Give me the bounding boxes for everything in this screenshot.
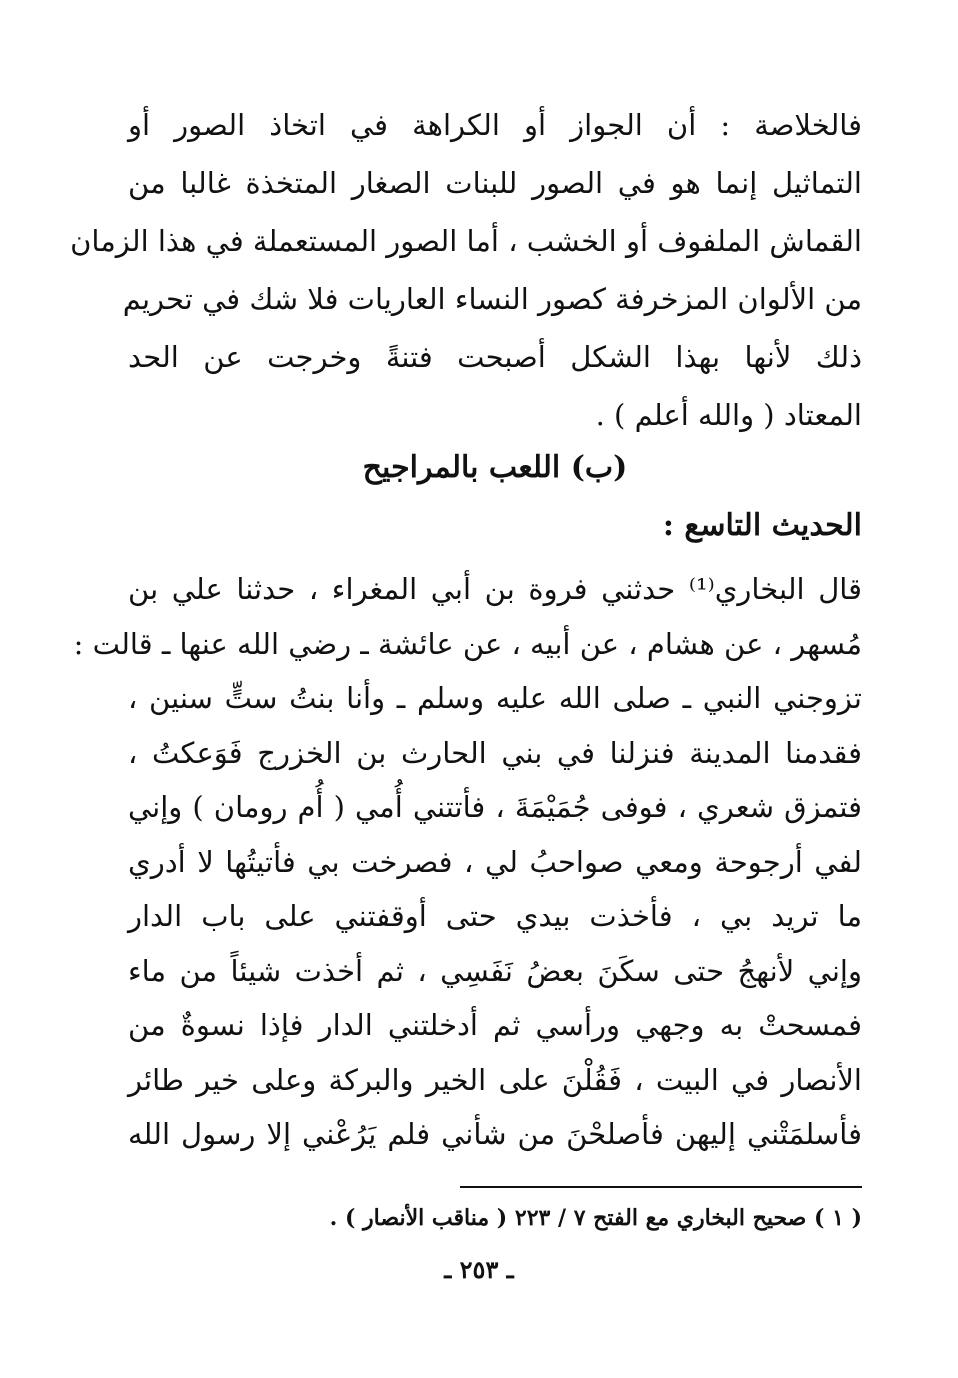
paragraph-line: فمسحتْ به وجهي ورأسي ثم أدخلتني الدار فإذا نسوةٌ من — [128, 1008, 862, 1042]
paragraph-line: فتمزق شعري ، فوفى جُمَيْمَةَ ، فأتتني أُمي ( أُم رومان ) وإني — [128, 790, 862, 824]
paragraph-line: وإني لأنهجُ حتى سكَنَ بعضُ نَفَسِي ، ثم أخذت شيئاً من ماء — [128, 953, 862, 988]
paragraph-line: الأنصار في البيت ، فَقُلْنَ على الخير والبركة وعلى خير طائر — [128, 1062, 862, 1097]
paragraph-line: التماثيل إنما هو في الصور للبنات الصغار المتخذة غالبا من — [128, 166, 862, 200]
paragraph-line: مُسهر ، عن هشام ، عن أبيه ، عن عائشة ـ رضي الله عنها ـ قالت : — [73, 626, 862, 661]
section-heading: (ب) اللعب بالمراجيح — [362, 450, 628, 485]
paragraph-line: ذلك لأنها بهذا الشكل أصبحت فتنةً وخرجت عن الحد — [128, 340, 862, 374]
paragraph-line: فقدمنا المدينة فنزلنا في بني الحارث بن الخزرج فَوَعكتُ ، — [128, 735, 862, 770]
paragraph-line: من الألوان المزخرفة كصور النساء العاريات فلا شك في تحريم — [122, 282, 862, 316]
footnote: ( ١ ) صحيح البخاري مع الفتح ٧ / ٢٢٣ ( مناقب الأنصار ) . — [329, 1205, 862, 1231]
paragraph-line: فأسلمَتْني إليهن فأصلحْنَ من شأني فلم يَرُعْني إلا رسول الله — [128, 1117, 862, 1151]
summary-paragraph — [70, 96, 862, 444]
hadith-paragraph — [73, 562, 862, 1162]
page-number: ـ ٢٥٣ ـ — [444, 1255, 514, 1284]
paragraph-line: المعتاد ( والله أعلم ) . — [595, 398, 862, 432]
paragraph-line: ما تريد بي ، فأخذت بيدي حتى أوقفتني على باب الدار — [128, 899, 862, 933]
paragraph-line: لفي أرجوحة ومعي صواحبُ لي ، فصرخت بي فأتيتُها لا أدري — [128, 844, 862, 879]
paragraph-line: قال البخاري⁽¹⁾ حدثني فروة بن أبي المغراء ، حدثنا علي بن — [128, 572, 862, 606]
footnote-divider — [460, 1186, 862, 1188]
paragraph-line: فالخلاصة : أن الجواز أو الكراهة في اتخاذ الصور أو — [128, 108, 862, 142]
paragraph-line: تزوجني النبي ـ صلى الله عليه وسلم ـ وأنا بنتُ ستٍّ سنين ، — [128, 681, 862, 715]
hadith-subheading: الحديث التاسع : — [662, 508, 862, 543]
paragraph-line: القماش الملفوف أو الخشب ، أما الصور المستعملة في هذا الزمان — [70, 224, 862, 258]
